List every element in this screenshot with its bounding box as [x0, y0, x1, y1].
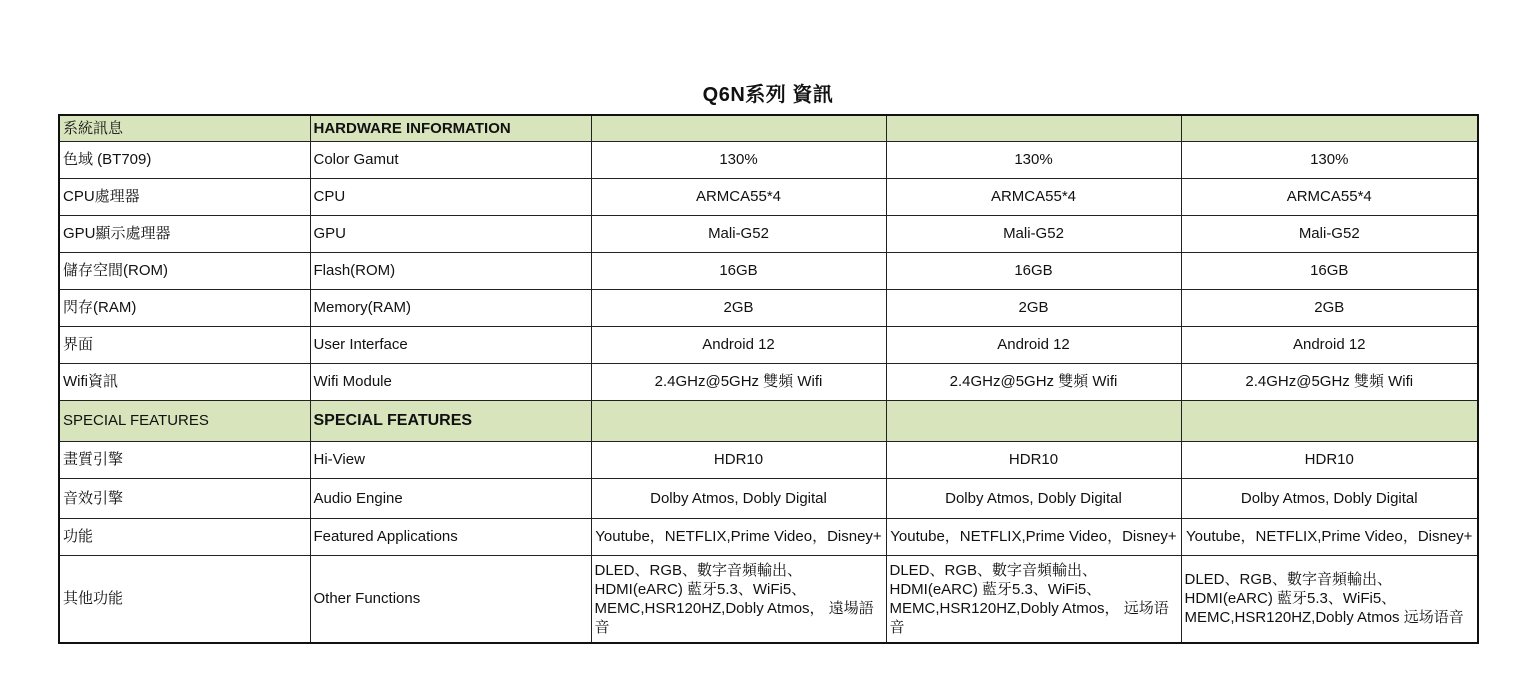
- table-row: [59, 441, 1478, 478]
- value-cell: DLED、RGB、數字音頻輸出、HDMI(eARC) 藍牙5.3、WiFi5、MEMC,HSR120HZ,Dobly Atmos， 遠場語音: [591, 555, 886, 643]
- section-label-zh: SPECIAL FEATURES: [59, 400, 310, 441]
- value-cell: 16GB: [886, 252, 1181, 289]
- table-row: [59, 178, 1478, 215]
- value-cell: Mali-G52: [886, 215, 1181, 252]
- value-cell: DLED、RGB、數字音頻輸出、HDMI(eARC) 藍牙5.3、WiFi5、MEMC,HSR120HZ,Dobly Atmos 远场语音: [1181, 555, 1478, 643]
- value-cell: Mali-G52: [591, 215, 886, 252]
- section-header-hardware: [59, 115, 1478, 141]
- value-cell: Dolby Atmos, Dobly Digital: [886, 478, 1181, 518]
- row-label-en: Hi-View: [310, 441, 591, 478]
- value-cell: 2.4GHz@5GHz 雙頻 Wifi: [1181, 363, 1478, 400]
- row-label-zh: CPU處理器: [59, 178, 310, 215]
- row-label-zh: Wifi資訊: [59, 363, 310, 400]
- value-cell: HDR10: [591, 441, 886, 478]
- table-row: [59, 326, 1478, 363]
- page-title: Q6N系列 資訊: [702, 84, 834, 106]
- row-label-zh: GPU顯示處理器: [59, 215, 310, 252]
- row-label-en: CPU: [310, 178, 591, 215]
- value-cell: Youtube，NETFLIX,Prime Video，Disney+: [886, 518, 1181, 555]
- value-cell: Youtube，NETFLIX,Prime Video，Disney+: [1181, 518, 1478, 555]
- section-empty-cell: [591, 115, 886, 141]
- value-cell: Youtube，NETFLIX,Prime Video，Disney+: [591, 518, 886, 555]
- row-label-zh: 閃存(RAM): [59, 289, 310, 326]
- section-label-en: HARDWARE INFORMATION: [310, 115, 591, 141]
- value-cell: Android 12: [1181, 326, 1478, 363]
- value-cell: Dolby Atmos, Dobly Digital: [591, 478, 886, 518]
- section-empty-cell: [1181, 400, 1478, 441]
- row-label-en: Featured Applications: [310, 518, 591, 555]
- table-row: [59, 289, 1478, 326]
- table-row: [59, 555, 1478, 643]
- value-cell: 2GB: [1181, 289, 1478, 326]
- value-cell: Android 12: [886, 326, 1181, 363]
- section-empty-cell: [886, 400, 1181, 441]
- value-cell: 2.4GHz@5GHz 雙頻 Wifi: [886, 363, 1181, 400]
- value-cell: ARMCA55*4: [886, 178, 1181, 215]
- value-cell: 16GB: [591, 252, 886, 289]
- table-row: [59, 215, 1478, 252]
- row-label-zh: 界面: [59, 326, 310, 363]
- row-label-en: Flash(ROM): [310, 252, 591, 289]
- section-empty-cell: [886, 115, 1181, 141]
- row-label-en: Color Gamut: [310, 141, 591, 178]
- section-empty-cell: [1181, 115, 1478, 141]
- value-cell: DLED、RGB、數字音頻輸出、HDMI(eARC) 藍牙5.3、WiFi5、MEMC,HSR120HZ,Dobly Atmos， 远场语音: [886, 555, 1181, 643]
- section-label-en: SPECIAL FEATURES: [310, 400, 591, 441]
- value-cell: 130%: [886, 141, 1181, 178]
- value-cell: Dolby Atmos, Dobly Digital: [1181, 478, 1478, 518]
- row-label-en: User Interface: [310, 326, 591, 363]
- spec-table: [58, 114, 1479, 644]
- row-label-zh: 色域 (BT709): [59, 141, 310, 178]
- value-cell: ARMCA55*4: [1181, 178, 1478, 215]
- table-row: [59, 518, 1478, 555]
- table-row: [59, 141, 1478, 178]
- table-row: [59, 478, 1478, 518]
- section-label-zh: 系統訊息: [59, 115, 310, 141]
- value-cell: HDR10: [886, 441, 1181, 478]
- row-label-en: GPU: [310, 215, 591, 252]
- value-cell: HDR10: [1181, 441, 1478, 478]
- value-cell: Mali-G52: [1181, 215, 1478, 252]
- row-label-en: Audio Engine: [310, 478, 591, 518]
- row-label-zh: 功能: [59, 518, 310, 555]
- value-cell: 2.4GHz@5GHz 雙頻 Wifi: [591, 363, 886, 400]
- section-empty-cell: [591, 400, 886, 441]
- row-label-en: Other Functions: [310, 555, 591, 643]
- value-cell: 130%: [591, 141, 886, 178]
- value-cell: 2GB: [591, 289, 886, 326]
- value-cell: 16GB: [1181, 252, 1478, 289]
- value-cell: 130%: [1181, 141, 1478, 178]
- row-label-en: Wifi Module: [310, 363, 591, 400]
- row-label-zh: 畫質引擎: [59, 441, 310, 478]
- row-label-zh: 其他功能: [59, 555, 310, 643]
- table-row: [59, 363, 1478, 400]
- value-cell: Android 12: [591, 326, 886, 363]
- value-cell: 2GB: [886, 289, 1181, 326]
- table-row: [59, 252, 1478, 289]
- row-label-zh: 音效引擎: [59, 478, 310, 518]
- row-label-en: Memory(RAM): [310, 289, 591, 326]
- row-label-zh: 儲存空間(ROM): [59, 252, 310, 289]
- value-cell: ARMCA55*4: [591, 178, 886, 215]
- section-header-special-features: [59, 400, 1478, 441]
